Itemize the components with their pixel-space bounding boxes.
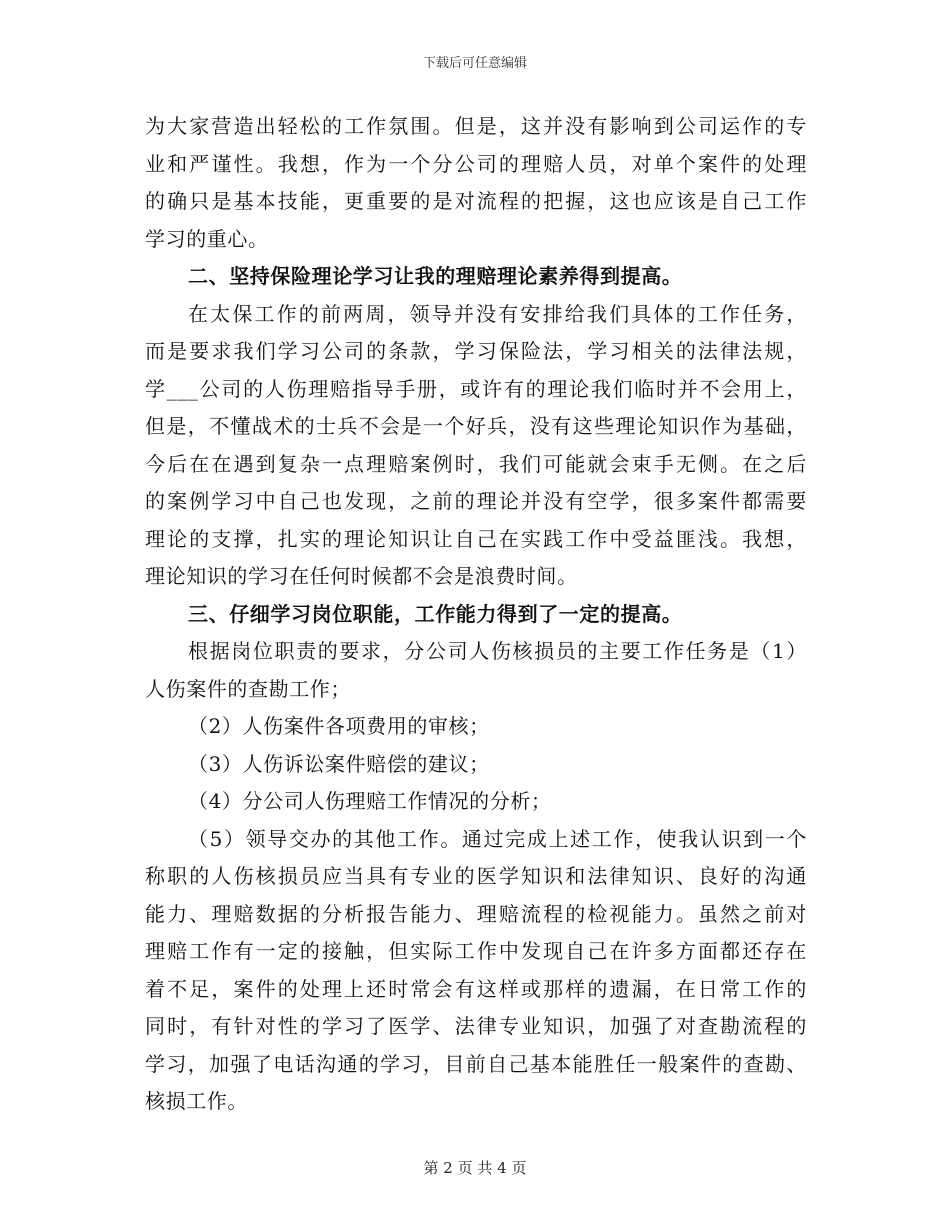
body-line: 同时，有针对性的学习了医学、法律专业知识，加强了对查勘流程的 (145, 1014, 807, 1038)
body-line: 在太保工作的前两周，领导并没有安排给我们具体的工作任务， (188, 302, 807, 326)
body-line: 学习，加强了电话沟通的学习，目前自己基本能胜任一般案件的查勘、 (145, 1052, 807, 1076)
page-footer: 第 2 页 共 4 页 (423, 1159, 527, 1177)
body-line: 根据岗位职责的要求，分公司人伤核损员的主要工作任务是（1） (188, 639, 807, 663)
list-item: （2）人伤案件各项费用的审核； (188, 714, 490, 738)
list-item: （5）领导交办的其他工作。通过完成上述工作，使我认识到一个 (188, 827, 807, 851)
body-line: 学___公司的人伤理赔指导手册，或许有的理论我们临时并不会用上， (145, 377, 807, 401)
section-heading-3: 三、仔细学习岗位职能，工作能力得到了一定的提高。 (188, 602, 683, 626)
body-line: 为大家营造出轻松的工作氛围。但是，这并没有影响到公司运作的专 (145, 114, 807, 138)
body-line: 学习的重心。 (145, 227, 269, 251)
page-header: 下载后可任意编辑 (422, 56, 527, 71)
body-line: 而是要求我们学习公司的条款，学习保险法，学习相关的法律法规， (145, 339, 807, 363)
body-line: 业和严谨性。我想，作为一个分公司的理赔人员，对单个案件的处理 (145, 152, 807, 176)
section-heading-2: 二、坚持保险理论学习让我的理赔理论素养得到提高。 (188, 264, 683, 288)
body-line: 今后在在遇到复杂一点理赔案例时，我们可能就会束手无侧。在之后 (145, 452, 807, 476)
body-line: 的确只是基本技能，更重要的是对流程的把握，这也应该是自己工作 (145, 189, 807, 213)
body-line: 核损工作。 (145, 1089, 248, 1113)
body-line: 着不足，案件的处理上还时常会有这样或那样的遗漏，在日常工作的 (145, 977, 807, 1001)
list-item: （4）分公司人伤理赔工作情况的分析； (188, 789, 552, 813)
body-line: 称职的人伤核损员应当具有专业的医学知识和法律知识、良好的沟通 (145, 864, 807, 888)
list-item: （3）人伤诉讼案件赔偿的建议； (188, 752, 490, 776)
body-line: 人伤案件的查勘工作； (145, 677, 351, 701)
body-line: 的案例学习中自己也发现，之前的理论并没有空学，很多案件都需要 (145, 489, 807, 513)
body-line: 理论的支撑，扎实的理论知识让自己在实践工作中受益匪浅。我想， (145, 527, 807, 551)
body-line: 能力、理赔数据的分析报告能力、理赔流程的检视能力。虽然之前对 (145, 902, 807, 926)
body-line: 理赔工作有一定的接触，但实际工作中发现自己在许多方面都还存在 (145, 939, 807, 963)
body-line: 但是，不懂战术的士兵不会是一个好兵，没有这些理论知识作为基础， (145, 414, 807, 438)
body-line: 理论知识的学习在任何时候都不会是浪费时间。 (145, 564, 578, 588)
